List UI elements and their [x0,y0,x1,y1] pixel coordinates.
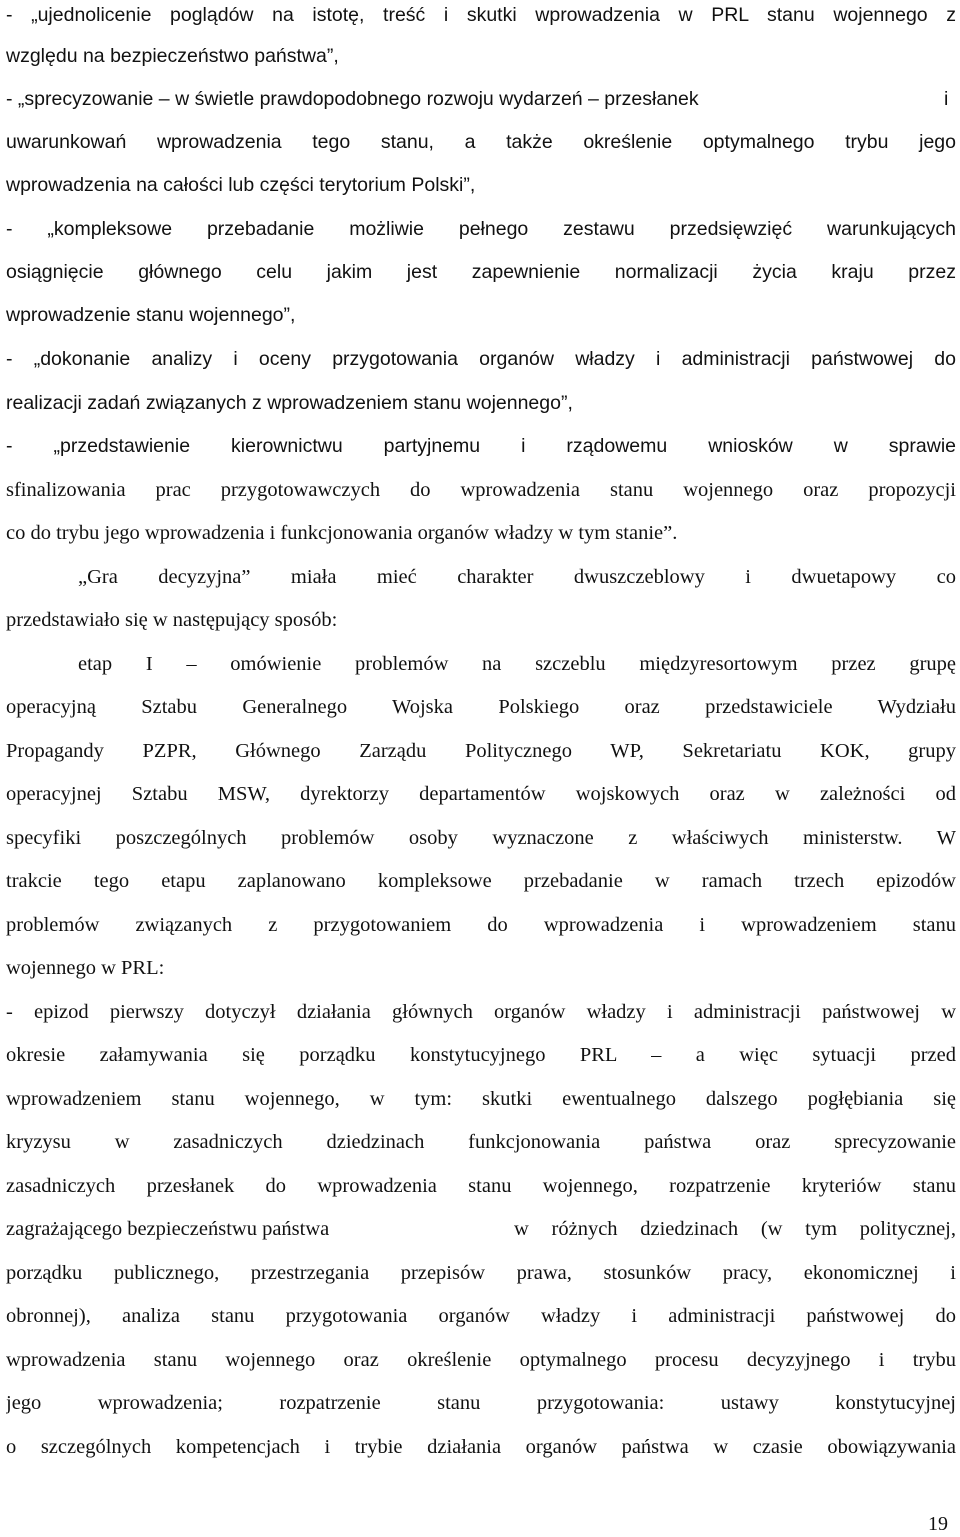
text-line: trakcie tego etapu zaplanowano kompleksowe przebadanie w ramach trzech epizodów [6,870,956,892]
text-line: wprowadzenie stanu wojennego”, [6,304,296,326]
text-line: problemów związanych z przygotowaniem do wprowadzenia i wprowadzeniem stanu [6,914,956,936]
text-line: okresie załamywania się porządku konstytucyjnego PRL – a więc sytuacji przed [6,1044,956,1066]
text-line: wprowadzenia stanu wojennego oraz określenie optymalnego procesu decyzyjnego i trybu [6,1349,956,1371]
text-line: uwarunkowań wprowadzenia tego stanu, a także określenie optymalnego trybu jego [6,131,956,153]
text-line: zagrażającego bezpieczeństwu państwa [6,1218,330,1240]
text-line: realizacji zadań związanych z wprowadzeniem stanu wojennego”, [6,392,573,414]
text-line: obronnej), analiza stanu przygotowania organów władzy i administracji państwowej do [6,1305,956,1327]
text-line: o szczególnych kompetencjach i trybie działania organów państwa w czasie obowiązywania [6,1436,956,1458]
text-line: osiągnięcie głównego celu jakim jest zapewnienie normalizacji życia kraju przez [6,261,956,283]
text-line: operacyjną Sztabu Generalnego Wojska Polskiego oraz przedstawiciele Wydziału [6,696,956,718]
text-line: Propagandy PZPR, Głównego Zarządu Politycznego WP, Sekretariatu KOK, grupy [6,740,956,762]
text-line: „Gra decyzyjna” miała mieć charakter dwuszczeblowy i dwuetapowy co [78,566,956,588]
text-line: wojennego w PRL: [6,957,165,979]
text-line: przedstawiało się w następujący sposób: [6,609,338,631]
text-line: co do trybu jego wprowadzenia i funkcjonowania organów władzy w tym stanie”. [6,522,678,544]
text-line: kryzysu w zasadniczych dziedzinach funkcjonowania państwa oraz sprecyzowanie [6,1131,956,1153]
page-number: 19 [928,1513,948,1535]
text-line: jego wprowadzenia; rozpatrzenie stanu przygotowania: ustawy konstytucyjnej [6,1392,956,1414]
text-line: względu na bezpieczeństwo państwa”, [6,45,339,67]
text-line: - „kompleksowe przebadanie możliwie pełnego zestawu przedsięwzięć warunkujących [6,218,956,240]
text-line-right-fragment: i [944,88,949,110]
text-line: zasadniczych przesłanek do wprowadzenia stanu wojennego, rozpatrzenie kryteriów stanu [6,1175,956,1197]
text-line: - „dokonanie analizy i oceny przygotowania organów władzy i administracji państwowej do [6,348,956,370]
text-line: - epizod pierwszy dotyczył działania głównych organów władzy i administracji państwowej w [6,1001,956,1023]
text-line-right-fragment: w różnych dziedzinach (w tym politycznej, [514,1218,956,1240]
text-line: sfinalizowania prac przygotowawczych do wprowadzenia stanu wojennego oraz propozycji [6,479,956,501]
text-line: - „ujednolicenie poglądów na istotę, treść i skutki wprowadzenia w PRL stanu wojennego z [6,4,956,26]
text-line: specyfiki poszczególnych problemów osoby wyznaczone z właściwych ministerstw. W [6,827,956,849]
text-line: etap I – omówienie problemów na szczeblu międzyresortowym przez grupę [78,653,956,675]
text-line: wprowadzenia na całości lub części terytorium Polski”, [6,174,476,196]
text-line: operacyjnej Sztabu MSW, dyrektorzy departamentów wojskowych oraz w zależności od [6,783,956,805]
text-line: wprowadzeniem stanu wojennego, w tym: skutki ewentualnego dalszego pogłębiania się [6,1088,956,1110]
text-line: porządku publicznego, przestrzegania przepisów prawa, stosunków pracy, ekonomicznej i [6,1262,956,1284]
text-line: - „przedstawienie kierownictwu partyjnemu i rządowemu wniosków w sprawie [6,435,956,457]
text-line: - „sprecyzowanie – w świetle prawdopodobnego rozwoju wydarzeń – przesłanek [6,88,699,110]
